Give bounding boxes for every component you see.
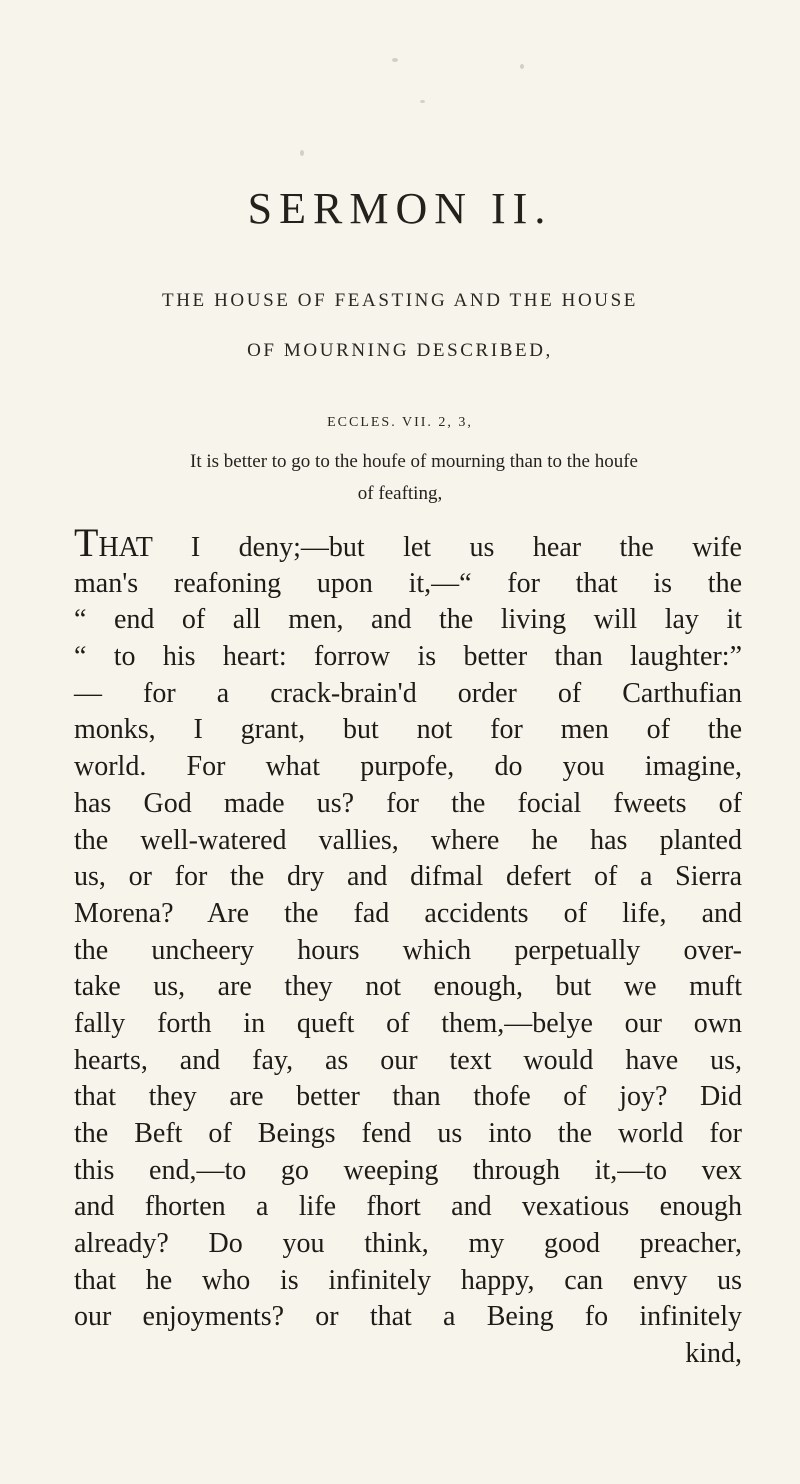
body-line: monks, I grant, but not for men of the: [74, 714, 742, 746]
body-line: has God made us? for the focial fweets of: [74, 787, 742, 819]
body-line: “ to his heart: forrow is better than laughter:”: [74, 641, 742, 673]
sermon-title: SERMON II.: [247, 184, 553, 233]
paper-speck: [300, 150, 304, 156]
body-line: Morena? Are the fad accidents of life, and: [74, 897, 742, 929]
body-line: “ end of all men, and the living will lay it: [74, 604, 742, 636]
body-line: already? Do you think, my good preacher,: [74, 1228, 742, 1260]
body-line: the Beft of Beings fend us into the world for: [74, 1118, 742, 1149]
epigraph-line1: It is better to go to the houfe of mourning than to the houfe: [190, 451, 638, 472]
paper-speck: [392, 58, 398, 62]
body-line: that they are better than thofe of joy? Did: [74, 1081, 742, 1113]
body-line: THAT I deny;—but let us hear the wife: [74, 520, 742, 565]
body-line: fally forth in queft of them,—belye our own: [74, 1007, 742, 1039]
body-line: world. For what purpofe, do you imagine,: [74, 751, 742, 783]
paper-speck: [420, 100, 425, 103]
body-line: the uncheery hours which perpetually over-: [74, 934, 742, 966]
body-line: take us, are they not enough, but we muft: [74, 971, 742, 1003]
body-line: and fhorten a life fhort and vexatious enough: [74, 1191, 742, 1223]
catchword-line: kind,: [685, 1338, 742, 1370]
body-line: hearts, and fay, as our text would have us,: [74, 1044, 742, 1076]
body-line: this end,—to go weeping through it,—to vex: [74, 1154, 742, 1186]
sermon-subtitle-line2: OF MOURNING DESCRIBED,: [247, 340, 553, 361]
body-line: — for a crack-brain'd order of Carthufian: [74, 677, 742, 709]
body-line: the well-watered vallies, where he has planted: [74, 824, 742, 856]
body-line: us, or for the dry and difmal defert of a Sierra: [74, 861, 742, 893]
drop-cap: T: [74, 520, 99, 565]
body-line: that he who is infinitely happy, can envy us: [74, 1264, 742, 1296]
body-line: our enjoyments? or that a Being fo infinitely: [74, 1301, 742, 1333]
sermon-body: [74, 520, 742, 1373]
body-line: man's reafoning upon it,—“ for that is the: [74, 567, 742, 599]
paper-speck: [520, 64, 524, 69]
scripture-reference: ECCLES. VII. 2, 3,: [327, 415, 473, 430]
epigraph-line2: of feafting,: [357, 483, 443, 504]
sermon-subtitle-line1: THE HOUSE OF FEASTING AND THE HOUSE: [162, 290, 638, 311]
